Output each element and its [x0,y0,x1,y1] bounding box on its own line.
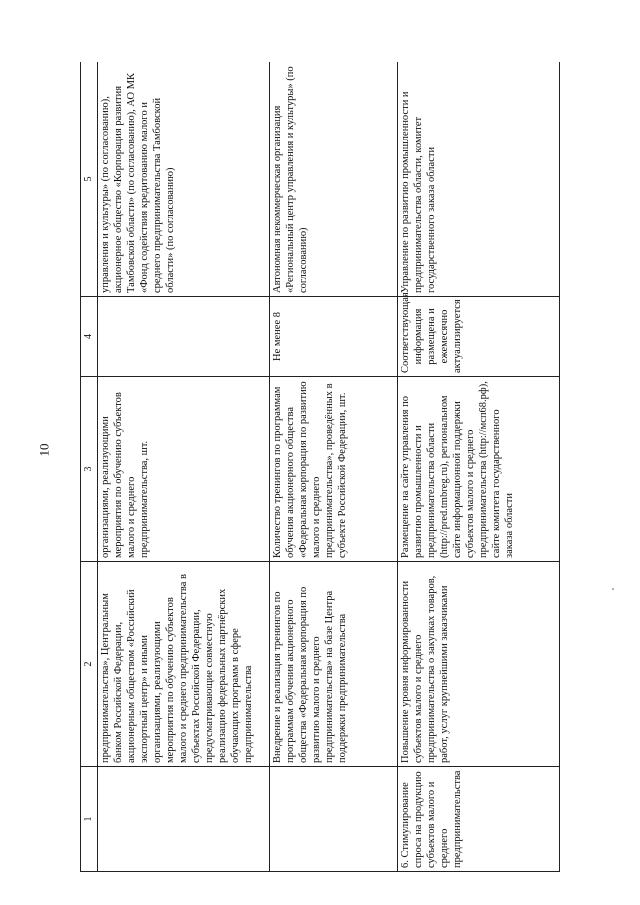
task-cell [98,767,270,872]
indicator-cell: Количество тренингов по программам обучения акционерного общества «Федеральная корпорация по развитию малого и среднего предпринимательства», проведённых в субъекте Российской Федерации, шт. [270,377,398,562]
table-row [398,62,560,872]
table-row [270,62,398,872]
measures-table [80,62,560,872]
target-cell: Не менее 8 [270,297,398,377]
measure-cell: предпринимательства», Центральным банком Российской Федерации, акционерным обществом «Российский экспортный центр» и иными организациями, реализующими мероприятия по обучению субъектов малого и среднего предпринимательства в субъектах Российской Федерации, предусматривающие совместную реализацию федеральных партнёрских обучающих программ в сфере предпринимательства [98,562,270,767]
table-container [80,62,560,872]
target-cell: Соответствующая информация размещена и ежемесячно актуализируется [398,297,560,377]
header-cell: 2 [81,562,98,767]
task-cell [270,767,398,872]
table-row [98,62,270,872]
header-cell: 3 [81,377,98,562]
responsible-cell: управления и культуры» (по согласованию), акционерное общество «Корпорация развития Тамбовской области» (по согласованию), АО МК «Фонд содействия кредитованию малого и среднего предпринимательства Тамбовской области» (по согласованию) [98,62,270,297]
responsible-cell: Управление по развитию промышленности и предпринимательства области, комитет государственного заказа области [398,62,560,297]
page-number: 10 [36,443,52,457]
measure-cell: Повышение уровня информированности субъектов малого и среднего предпринимательства о закупках товаров, работ, услуг крупнейшими заказчиками [398,562,560,767]
measure-cell: Внедрение и реализация тренингов по программам обучения акционерного общества «Федеральная корпорация по развитию малого и среднего предпринимательства» на базе Центра поддержки предпринимательства [270,562,398,767]
task-cell: 6. Стимулирование спроса на продукцию субъектов малого и среднего предпринимательства [398,767,560,872]
header-cell: 1 [81,767,98,872]
indicator-cell: организациями, реализующими мероприятия по обучению субъектов малого и среднего предпринимательства, шт. [98,377,270,562]
header-row [81,62,98,872]
header-cell: 4 [81,297,98,377]
target-cell [98,297,270,377]
indicator-cell: Размещение на сайте управления по развитию промышленности и предпринимательства области (http://pred.tmbreg.ru), региональном сайте информационной поддержки субъектов малого и среднего предпринимательства (http://мсп68.рф), сайте комитета государственного заказа области [398,377,560,562]
scan-speck [612,588,614,590]
responsible-cell: Автономная некоммерческая организация «Региональный центр управления и культуры» (по согласованию) [270,62,398,297]
header-cell: 5 [81,62,98,297]
rotated-table-frame [80,62,560,872]
